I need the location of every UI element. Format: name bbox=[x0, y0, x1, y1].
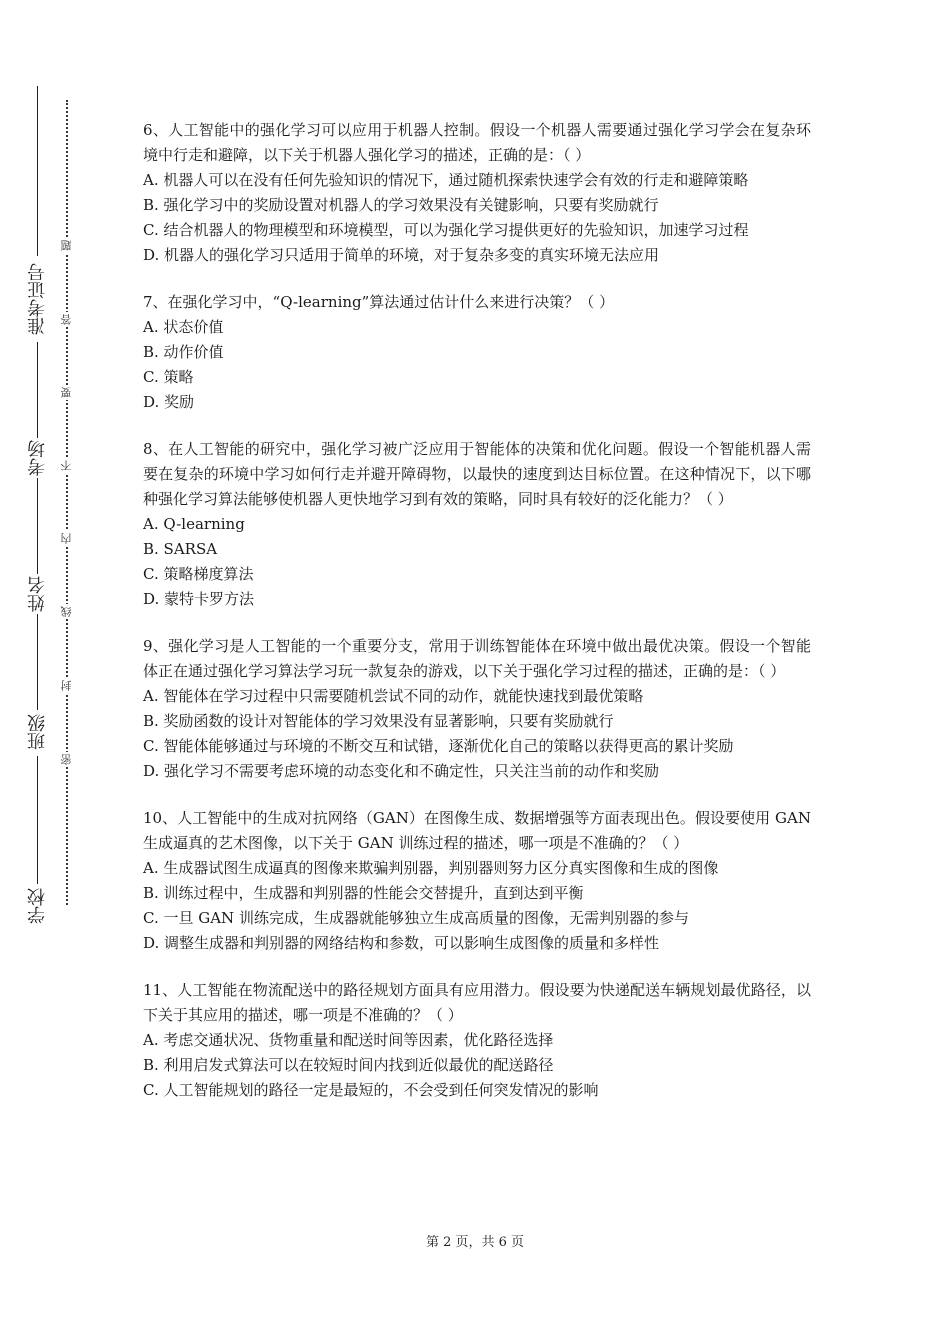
seal-char: 线 bbox=[58, 604, 76, 619]
option-d: D. 奖励 bbox=[143, 393, 195, 411]
question-stem: 8、在人工智能的研究中，强化学习被广泛应用于智能体的决策和优化问题。假设一个智能机器人需要在复杂的环境中学习如何行走并避开障碍物，以最快的速度到达目标位置。在这种情况下，以下哪种强化学习算法能够使机器人更快地学习到有效的策略，同时具有较好的泛化能力？（ ） bbox=[143, 440, 811, 508]
option-d: D. 调整生成器和判别器的网络结构和参数，可以影响生成图像的质量和多样性 bbox=[143, 934, 660, 952]
option-b: B. 训练过程中，生成器和判别器的性能会交替提升，直到达到平衡 bbox=[143, 884, 584, 902]
question-9 bbox=[143, 634, 811, 784]
option-c: C. 智能体能够通过与环境的不断交互和试错，逐渐优化自己的策略以获得更高的累计奖励 bbox=[143, 737, 734, 755]
option-c: C. 一旦 GAN 训练完成，生成器就能够独立生成高质量的图像，无需判别器的参与 bbox=[143, 909, 689, 927]
seal-dotted-line bbox=[66, 100, 68, 905]
seal-char: 题 bbox=[58, 238, 76, 253]
option-a: A. 状态价值 bbox=[143, 318, 224, 336]
option-d: D. 机器人的强化学习只适用于简单的环境，对于复杂多变的真实环境无法应用 bbox=[143, 246, 660, 264]
binding-margin bbox=[0, 0, 120, 1344]
seal-char: 内 bbox=[58, 531, 76, 546]
binding-line bbox=[37, 756, 38, 884]
label-exam-number: 准考证号 bbox=[27, 263, 48, 335]
option-d: D. 强化学习不需要考虑环境的动态变化和不确定性，只关注当前的动作和奖励 bbox=[143, 762, 660, 780]
label-name: 姓名 bbox=[27, 576, 48, 612]
option-c: C. 人工智能规划的路径一定是最短的，不会受到任何突发情况的影响 bbox=[143, 1081, 599, 1099]
question-10 bbox=[143, 806, 811, 956]
question-list bbox=[143, 118, 811, 1125]
option-b: B. SARSA bbox=[143, 540, 218, 558]
option-a: A. 智能体在学习过程中只需要随机尝试不同的动作，就能快速找到最优策略 bbox=[143, 687, 644, 705]
question-stem: 7、在强化学习中，“Q-learning”算法通过估计什么来进行决策？（ ） bbox=[143, 293, 615, 311]
seal-char: 密 bbox=[58, 752, 76, 767]
binding-line bbox=[37, 342, 38, 438]
question-11 bbox=[143, 978, 811, 1103]
option-a: A. Q-learning bbox=[143, 515, 245, 533]
option-b: B. 奖励函数的设计对智能体的学习效果没有显著影响，只要有奖励就行 bbox=[143, 712, 614, 730]
label-school: 学校 bbox=[27, 888, 48, 924]
option-a: A. 生成器试图生成逼真的图像来欺骗判别器，判别器则努力区分真实图像和生成的图像 bbox=[143, 859, 719, 877]
question-6 bbox=[143, 118, 811, 268]
label-exam-room: 考场 bbox=[27, 440, 48, 476]
question-7 bbox=[143, 290, 811, 415]
option-b: B. 利用启发式算法可以在较短时间内找到近似最优的配送路径 bbox=[143, 1056, 554, 1074]
question-stem: 9、强化学习是人工智能的一个重要分支，常用于训练智能体在环境中做出最优决策。假设一个智能体正在通过强化学习算法学习玩一款复杂的游戏，以下关于强化学习过程的描述，正确的是：（ ） bbox=[143, 637, 811, 680]
option-a: A. 机器人可以在没有任何先验知识的情况下，通过随机探索快速学会有效的行走和避障策略 bbox=[143, 171, 749, 189]
option-b: B. 动作价值 bbox=[143, 343, 224, 361]
question-stem: 11、人工智能在物流配送中的路径规划方面具有应用潜力。假设要为快递配送车辆规划最优路径，以下关于其应用的描述，哪一项是不准确的？（ ） bbox=[143, 981, 811, 1024]
question-stem: 10、人工智能中的生成对抗网络（GAN）在图像生成、数据增强等方面表现出色。假设要使用 GAN 生成逼真的艺术图像，以下关于 GAN 训练过程的描述，哪一项是不准确的？（ ） bbox=[143, 809, 811, 852]
page-number: 第 2 页，共 6 页 bbox=[425, 1235, 525, 1250]
seal-char: 封 bbox=[58, 678, 76, 693]
option-d: D. 蒙特卡罗方法 bbox=[143, 590, 255, 608]
question-8 bbox=[143, 437, 811, 612]
option-c: C. 策略 bbox=[143, 368, 194, 386]
binding-line bbox=[37, 614, 38, 710]
binding-line bbox=[37, 478, 38, 574]
question-stem: 6、人工智能中的强化学习可以应用于机器人控制。假设一个机器人需要通过强化学习学会在复杂环境中行走和避障，以下关于机器人强化学习的描述，正确的是：（ ） bbox=[143, 121, 811, 164]
option-c: C. 结合机器人的物理模型和环境模型，可以为强化学习提供更好的先验知识，加速学习过程 bbox=[143, 221, 749, 239]
option-b: B. 强化学习中的奖励设置对机器人的学习效果没有关键影响，只要有奖励就行 bbox=[143, 196, 659, 214]
seal-char: 不 bbox=[58, 458, 76, 473]
option-a: A. 考虑交通状况、货物重量和配送时间等因素，优化路径选择 bbox=[143, 1031, 554, 1049]
seal-char: 要 bbox=[58, 385, 76, 400]
seal-char: 答 bbox=[58, 312, 76, 327]
option-c: C. 策略梯度算法 bbox=[143, 565, 254, 583]
label-class: 班级 bbox=[27, 714, 48, 750]
binding-line bbox=[37, 86, 38, 256]
